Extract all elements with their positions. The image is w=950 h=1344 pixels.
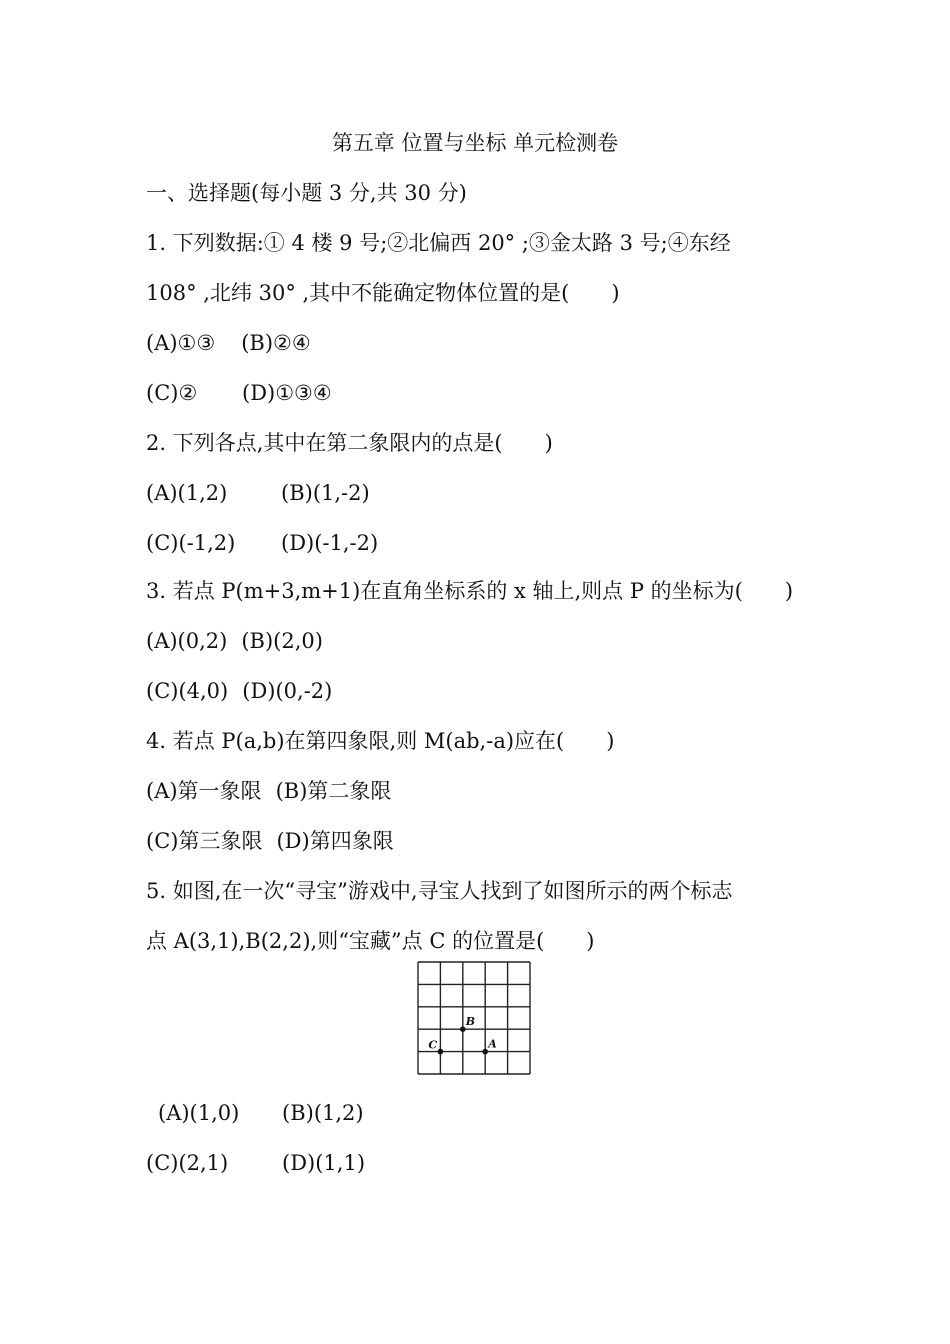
option-a: (A)(0,2) bbox=[146, 629, 228, 653]
question-4-stem: 4. 若点 P(a,b)在第四象限,则 M(ab,-a)应在( ) bbox=[146, 729, 615, 753]
question-1-options-row-1 bbox=[146, 330, 311, 356]
option-a: (A)第一象限 bbox=[146, 779, 262, 803]
question-4-options-row-1 bbox=[146, 778, 391, 804]
question-5-stem-line-2: 点 A(3,1),B(2,2),则“宝藏”点 C 的位置是( ) bbox=[146, 929, 595, 953]
option-b: (B)(2,0) bbox=[241, 629, 323, 653]
point-label-a: A bbox=[488, 1037, 497, 1051]
question-2-options-row-1 bbox=[146, 480, 370, 506]
option-b: (B)(1,-2) bbox=[281, 481, 370, 505]
option-a: (A)(1,0) bbox=[158, 1101, 240, 1125]
question-5-stem-line-1: 5. 如图,在一次“寻宝”游戏中,寻宝人找到了如图所示的两个标志 bbox=[146, 879, 733, 903]
point-label-b: B bbox=[465, 1015, 476, 1029]
question-3-options-row-1 bbox=[146, 628, 323, 654]
option-c: (C)(4,0) bbox=[146, 679, 229, 703]
option-d: (D)第四象限 bbox=[276, 829, 394, 853]
section-heading: 一、选择题(每小题 3 分,共 30 分) bbox=[146, 181, 467, 205]
point-a bbox=[482, 1049, 488, 1055]
option-b: (B)第二象限 bbox=[275, 779, 392, 803]
option-b: (B)(1,2) bbox=[282, 1101, 364, 1125]
option-a: (A)(1,2) bbox=[146, 481, 228, 505]
question-5-options-row-1 bbox=[158, 1100, 364, 1126]
point-b bbox=[460, 1026, 466, 1032]
option-c: (C)(2,1) bbox=[146, 1151, 229, 1175]
point-c bbox=[438, 1049, 444, 1055]
option-a: (A)①③ bbox=[146, 331, 216, 355]
question-2-options-row-2 bbox=[146, 530, 378, 556]
question-4-options-row-2 bbox=[146, 828, 394, 854]
question-1-stem-line-2: 108° ,北纬 30° ,其中不能确定物体位置的是( ) bbox=[146, 281, 620, 305]
option-c: (C)② bbox=[146, 381, 198, 405]
option-c: (C)(-1,2) bbox=[146, 531, 236, 555]
question-2-stem: 2. 下列各点,其中在第二象限内的点是( ) bbox=[146, 431, 553, 455]
option-c: (C)第三象限 bbox=[146, 829, 263, 853]
question-3-stem: 3. 若点 P(m+3,m+1)在直角坐标系的 x 轴上,则点 P 的坐标为( ) bbox=[146, 579, 794, 603]
option-d: (D)(0,-2) bbox=[242, 679, 333, 703]
page-title: 第五章 位置与坐标 单元检测卷 bbox=[331, 131, 619, 155]
treasure-grid-figure bbox=[416, 960, 534, 1078]
option-b: (B)②④ bbox=[241, 331, 311, 355]
question-3-options-row-2 bbox=[146, 678, 332, 704]
point-label-c: C bbox=[428, 1038, 438, 1052]
question-1-options-row-2 bbox=[146, 380, 332, 406]
option-d: (D)(1,1) bbox=[282, 1151, 366, 1175]
question-5-options-row-2 bbox=[146, 1150, 365, 1176]
option-d: (D)①③④ bbox=[242, 381, 332, 405]
option-d: (D)(-1,-2) bbox=[281, 531, 379, 555]
question-1-stem-line-1: 1. 下列数据:① 4 楼 9 号;②北偏西 20° ;③金太路 3 号;④东经 bbox=[146, 231, 731, 255]
